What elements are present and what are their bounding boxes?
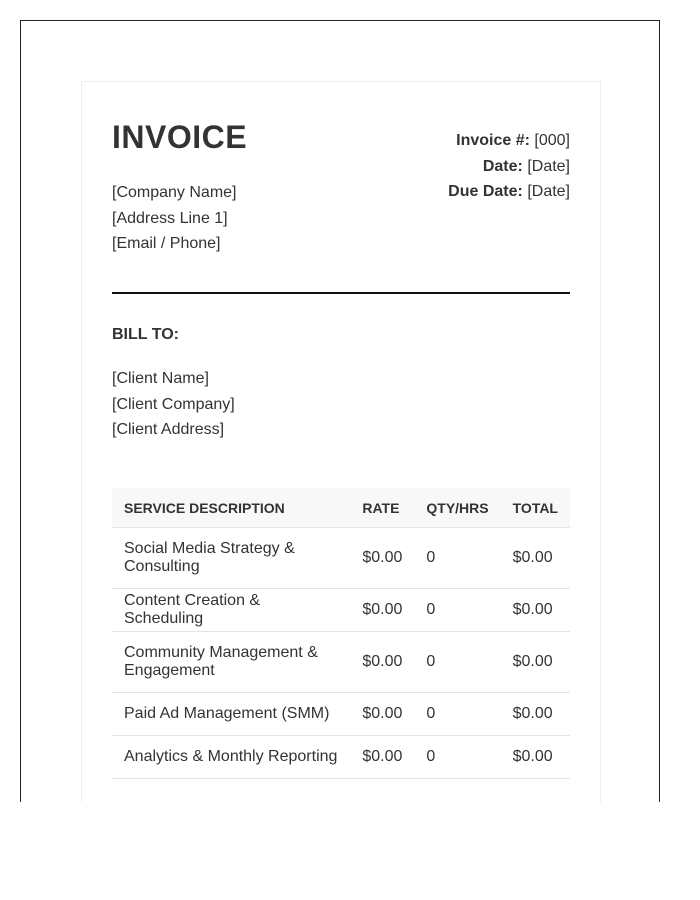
- header-rate: RATE: [350, 488, 414, 528]
- client-company: [Client Company]: [112, 395, 235, 413]
- company-info: [112, 180, 237, 257]
- row-qty: 0: [414, 632, 500, 693]
- row-qty: 0: [414, 736, 500, 779]
- row-description: Analytics & Monthly Reporting: [112, 736, 350, 779]
- date-value: [Date]: [527, 157, 570, 175]
- row-description: Community Management & Engagement: [112, 632, 350, 693]
- row-description: Content Creation & Scheduling: [112, 589, 350, 632]
- bill-to-label: BILL TO:: [112, 326, 179, 343]
- due-date-label: Due Date:: [448, 183, 523, 200]
- row-rate: $0.00: [350, 528, 414, 589]
- table-row: [112, 589, 570, 632]
- row-description: Paid Ad Management (SMM): [112, 693, 350, 736]
- table-row: [112, 528, 570, 589]
- client-address: [Client Address]: [112, 421, 225, 438]
- row-total: $0.00: [501, 632, 570, 693]
- header-total: TOTAL: [501, 488, 570, 528]
- client-name: [Client Name]: [112, 370, 209, 387]
- row-rate: $0.00: [350, 589, 414, 632]
- row-total: $0.00: [501, 589, 570, 632]
- table-row: [112, 632, 570, 693]
- invoice-meta: [448, 128, 570, 205]
- services-table: [112, 488, 570, 779]
- due-date-row: [448, 179, 570, 205]
- client-info: [112, 366, 235, 443]
- row-rate: $0.00: [350, 632, 414, 693]
- header-qty-hrs: QTY/HRS: [414, 488, 500, 528]
- row-qty: 0: [414, 693, 500, 736]
- due-date-value: [Date]: [527, 183, 570, 200]
- company-name: [Company Name]: [112, 184, 237, 201]
- invoice-title: INVOICE: [112, 119, 248, 155]
- row-total: $0.00: [501, 528, 570, 589]
- table-header-row: [112, 488, 570, 528]
- date-label: Date:: [482, 157, 523, 175]
- invoice-number-label: Invoice #:: [456, 132, 530, 149]
- row-qty: 0: [414, 589, 500, 632]
- row-qty: 0: [414, 528, 500, 589]
- row-description: Social Media Strategy & Consulting: [112, 528, 350, 589]
- invoice-number-value: [000]: [534, 132, 570, 149]
- header-service-description: SERVICE DESCRIPTION: [112, 488, 350, 528]
- row-total: $0.00: [501, 736, 570, 779]
- table-row: [112, 693, 570, 736]
- row-total: $0.00: [501, 693, 570, 736]
- header-divider: [112, 292, 570, 294]
- company-contact: [Email / Phone]: [112, 235, 221, 252]
- invoice-number-row: [448, 128, 570, 154]
- company-address: [Address Line 1]: [112, 209, 228, 227]
- row-rate: $0.00: [350, 736, 414, 779]
- table-row: [112, 736, 570, 779]
- date-row: [448, 154, 570, 180]
- row-rate: $0.00: [350, 693, 414, 736]
